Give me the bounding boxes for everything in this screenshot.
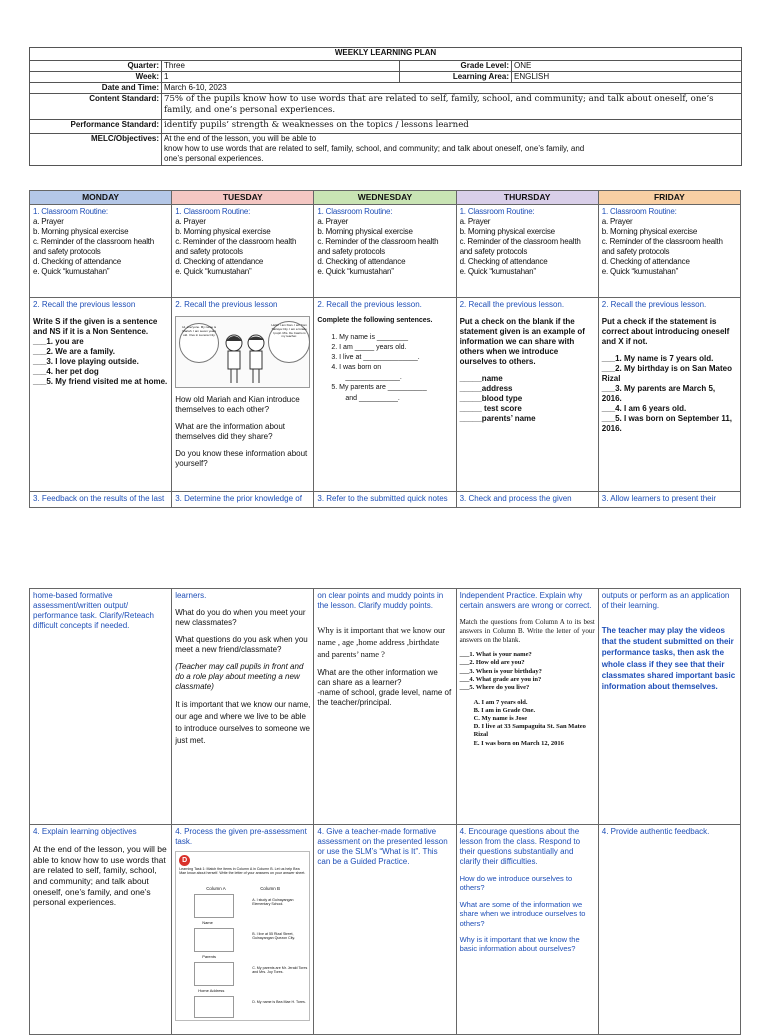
recall-item: ___3. I love playing outside. xyxy=(33,357,139,366)
step4-objective: At the end of the lesson, you will be able to know how to use words that are related to self, family, school, and community; and talk about oneself, one’s family, and one’s personal experiences. xyxy=(33,844,167,908)
recall-item: _____blood type xyxy=(459,394,523,403)
melc-line: know how to use words that are related to self, family, school, and community; and talk about oneself, one’s family, and xyxy=(164,144,585,153)
melc-objectives xyxy=(162,134,742,166)
routine-friday xyxy=(598,205,740,298)
recall-instruction: Complete the following sentences. xyxy=(317,317,433,324)
step3-cont-wednesday xyxy=(314,589,456,825)
routine-item: a. Prayer xyxy=(459,217,491,226)
routine-title: 1. Classroom Routine: xyxy=(459,207,535,216)
recall-item: _____name xyxy=(459,374,503,383)
routine-item: d. Checking of attendance xyxy=(175,257,264,266)
recall-item: and __________. xyxy=(345,394,400,402)
routine-item: b. Morning physical exercise xyxy=(459,227,555,236)
area-label: Learning Area: xyxy=(400,72,512,83)
recall-instruction: and NS if it is a Non Sentence. xyxy=(33,327,149,336)
recall-item: ___2. We are a family. xyxy=(33,347,115,356)
step3-continuation: home-based formative assessment/written output/ performance task. Clarify/Reteach difficult concepts if needed. xyxy=(33,591,154,630)
recall-instruction: Put a check on the blank if the statement given is an example of information we can share with others when we introduce ourselves to others. xyxy=(459,317,585,366)
school-picture xyxy=(194,996,234,1018)
step4-title: 4. Give a teacher-made formative assessment on the presented lesson or use the SLM’s “What is It”. This can be a Guided Practice. xyxy=(317,827,448,866)
matching-answer: E. I was born on March 12, 2016 xyxy=(473,739,564,747)
recall-item: _____parents’ name xyxy=(459,414,536,423)
recall-item: _____ test score xyxy=(459,404,522,413)
performance-standard: identify pupils’ strength & weaknesses on the topics / lessons learned xyxy=(162,120,742,134)
step4-title: 4. Provide authentic feedback. xyxy=(601,827,710,836)
area-value: ENGLISH xyxy=(512,72,742,83)
matching-question: ___3. When is your birthday? xyxy=(459,667,542,675)
routine-item: a. Prayer xyxy=(317,217,349,226)
kids-introduction-picture xyxy=(175,316,310,388)
routine-item: d. Checking of attendance xyxy=(317,257,406,266)
step3-thursday: 3. Check and process the given xyxy=(456,492,598,508)
step3-question: What do you do when you meet your new classmates? xyxy=(175,608,306,627)
step3-tuesday: 3. Determine the prior knowledge of xyxy=(172,492,314,508)
date-value: March 6-10, 2023 xyxy=(162,83,742,94)
recall-question: How old Mariah and Kian introduce themselves to each other? xyxy=(175,395,300,414)
routine-item: c. Reminder of the classroom health and safety protocols xyxy=(33,237,155,256)
recall-wednesday xyxy=(314,298,456,492)
routine-wednesday xyxy=(314,205,456,298)
recall-item: 1. My name is ________ xyxy=(331,333,409,341)
recall-thursday xyxy=(456,298,598,492)
routine-item: e. Quick “kumustahan” xyxy=(601,267,679,276)
header-table xyxy=(29,47,742,166)
routine-item: e. Quick “kumustahan” xyxy=(317,267,394,276)
column-b-item: D. My name is Bea Mae H. Tores. xyxy=(252,1000,306,1004)
recall-item: ___1. My name is 7 years old. xyxy=(601,354,714,363)
recall-item: _____address xyxy=(459,384,513,393)
step4-question: What are some of the information we share when we introduce ourselves to others? xyxy=(459,899,586,928)
step3-question: What are the other information we can share as a learner? xyxy=(317,667,438,687)
step3-continuation: Independent Practice. Explain why certain answers are wrong or correct. xyxy=(459,591,592,610)
recall-item: 3. I live at ______________. xyxy=(331,354,420,362)
step3-note: (Teacher may call pupils in front and do a role play about meeting a new classmate) xyxy=(175,662,304,691)
matching-answer: B. I am in Grade One. xyxy=(473,707,536,714)
step4-title: 4. Explain learning objectives xyxy=(33,827,137,836)
step3-continuation: learners. xyxy=(175,591,207,600)
recall-monday xyxy=(30,298,172,492)
routine-item: a. Prayer xyxy=(33,217,64,226)
week-value: 1 xyxy=(162,72,400,83)
column-b-item: B. I live at 55 Rizal Street, Guinayangan Quezon City. xyxy=(252,932,296,941)
student-picture xyxy=(194,894,234,918)
step3-cont-monday xyxy=(30,589,172,825)
recall-title: 2. Recall the previous lesson xyxy=(175,300,278,309)
recall-question: Do you know these information about yourself? xyxy=(175,449,308,468)
recall-item: 5. My parents are __________ xyxy=(331,384,427,392)
week-label: Week: xyxy=(30,72,162,83)
routine-title: 1. Classroom Routine: xyxy=(175,207,251,216)
recall-friday xyxy=(598,298,740,492)
column-a-label: Column A xyxy=(206,886,226,891)
column-b-item: A. I study at Guinayangan Elementary School. xyxy=(252,898,294,907)
recall-item: ___4. her pet dog xyxy=(33,367,99,376)
step4-title: 4. Encourage questions about the lesson from the class. Respond to their questions substantially and clarify their difficulties. xyxy=(459,827,581,866)
matching-answer: C. My name is Jose xyxy=(473,715,528,723)
routine-item: c. Reminder of the classroom health and safety protocols xyxy=(459,237,581,256)
week-grid-top xyxy=(29,190,741,508)
recall-title: 2. Recall the previous lesson xyxy=(33,300,136,309)
recall-item: ___4. I am 6 years old. xyxy=(601,404,687,413)
performance-standard-label: Performance Standard: xyxy=(30,120,162,134)
speech-bubble: Hello! I am Kian. I am from Sariaya City. I am a Grade I pupil. Mrs. De Castro is my teacher. xyxy=(268,321,310,363)
grade-label: Grade Level: xyxy=(400,61,512,72)
routine-item: c. Reminder of the classroom health and safety protocols xyxy=(175,237,297,256)
day-header-monday: MONDAY xyxy=(30,191,172,205)
recall-title: 2. Recall the previous lesson. xyxy=(601,300,707,309)
week-grid-bottom xyxy=(29,588,741,1035)
step4-monday xyxy=(30,825,172,1035)
routine-item: a. Prayer xyxy=(175,217,206,226)
step3-wednesday: 3. Refer to the submitted quick notes xyxy=(314,492,456,508)
column-a-item: Home Address xyxy=(198,988,225,993)
melc-line: one’s personal experiences. xyxy=(164,154,264,163)
recall-item: ___5. My friend visited me at home. xyxy=(33,377,168,386)
recall-item: 4. I was born on xyxy=(331,364,382,372)
badge-icon: D xyxy=(179,855,190,866)
routine-item: b. Morning physical exercise xyxy=(317,227,413,236)
pre-assessment-worksheet xyxy=(175,851,310,1021)
recall-item: ___5. I was born on September 11, 2016. xyxy=(601,414,733,433)
routine-monday xyxy=(30,205,172,298)
routine-item: b. Morning physical exercise xyxy=(175,227,271,236)
quarter-value: Three xyxy=(162,61,400,72)
routine-tuesday xyxy=(172,205,314,298)
step4-thursday xyxy=(456,825,598,1035)
routine-title: 1. Classroom Routine: xyxy=(33,207,108,216)
routine-item: b. Morning physical exercise xyxy=(601,227,698,236)
step4-title: 4. Process the given pre-assessment task. xyxy=(175,827,307,846)
recall-question: What are the information about themselves did they share? xyxy=(175,422,286,441)
step3-cont-friday xyxy=(598,589,740,825)
routine-thursday xyxy=(456,205,598,298)
matching-question: ___5. Where do you live? xyxy=(459,683,530,691)
recall-tuesday xyxy=(172,298,314,492)
routine-item: a. Prayer xyxy=(601,217,633,226)
parents-picture xyxy=(194,928,234,952)
column-b-item: C. My parents are Mr. Jerald Tores and Mrs. Joy Tores. xyxy=(252,966,308,975)
matching-instruction: Match the questions from Column A to its best answers in Column B. Write the letter of your answers on the blank. xyxy=(459,618,595,644)
recall-title: 2. Recall the previous lesson. xyxy=(317,300,422,309)
matching-answer: A. I am 7 years old. xyxy=(473,698,528,706)
day-header-wednesday: WEDNESDAY xyxy=(314,191,456,205)
day-header-friday: FRIDAY xyxy=(598,191,740,205)
content-standard-label: Content Standard: xyxy=(30,94,162,120)
date-label: Date and Time: xyxy=(30,83,162,94)
quarter-label: Quarter: xyxy=(30,61,162,72)
recall-title: 2. Recall the previous lesson. xyxy=(459,300,565,309)
routine-item: e. Quick “kumustahan” xyxy=(459,267,536,276)
step3-question: Why is it important that we know our name , age ,home address ,birthdate and parents’ name ? xyxy=(317,625,446,659)
content-standard: 75% of the pupils know how to use words that are related to self, family, school, and community; and talk about oneself, one’s family, and one’s personal experiences. xyxy=(162,94,742,120)
plan-title: WEEKLY LEARNING PLAN xyxy=(30,48,742,61)
routine-item: d. Checking of attendance xyxy=(33,257,121,266)
routine-title: 1. Classroom Routine: xyxy=(601,207,677,216)
step3-monday: 3. Feedback on the results of the last xyxy=(30,492,172,508)
step4-question: Why is it important that we know the basic information about ourselves? xyxy=(459,934,580,954)
routine-item: d. Checking of attendance xyxy=(601,257,690,266)
step4-wednesday xyxy=(314,825,456,1035)
day-header-tuesday: TUESDAY xyxy=(172,191,314,205)
house-picture xyxy=(194,962,234,986)
step3-question: What questions do you ask when you meet a new friend/classmate? xyxy=(175,635,308,654)
step4-question: How do we introduce ourselves to others? xyxy=(459,874,573,893)
step3-continuation: outputs or perform as an application of their learning. xyxy=(601,591,730,610)
step3-paragraph: It is important that we know our name, our age and where we live to be able to introduce ourselves to someone we just met. xyxy=(175,700,311,745)
recall-item: ___3. My parents are March 5, 2016. xyxy=(601,384,716,403)
routine-title: 1. Classroom Routine: xyxy=(317,207,393,216)
routine-item: c. Reminder of the classroom health and safety protocols xyxy=(601,237,723,256)
routine-item: e. Quick “kumustahan” xyxy=(33,267,110,276)
step4-friday xyxy=(598,825,740,1035)
matching-question: ___4. What grade are you in? xyxy=(459,675,542,683)
column-a-item: Name xyxy=(202,920,213,925)
recall-item: ___2. My birthday is on San Mateo Rizal xyxy=(601,364,733,383)
routine-item: c. Reminder of the classroom health and safety protocols xyxy=(317,237,439,256)
column-a-item: Parents xyxy=(202,954,216,959)
step3-cont-tuesday xyxy=(172,589,314,825)
routine-item: d. Checking of attendance xyxy=(459,257,548,266)
step4-tuesday xyxy=(172,825,314,1035)
step3-answer: -name of school, grade level, name of the teacher/principal. xyxy=(317,687,452,707)
melc-label: MELC/Objectives: xyxy=(30,134,162,166)
recall-item: ___1. you are xyxy=(33,337,84,346)
worksheet-task: Learning Task 1: Match the items in Column A in Column B. Let us help Bea Mae know about herself. Write the letter of your answers on your answer sheet. xyxy=(179,867,306,876)
melc-line: At the end of the lesson, you will be able to xyxy=(164,134,317,143)
recall-instruction: Write S if the given is a sentence xyxy=(33,317,158,326)
step3-paragraph: The teacher may play the videos that the student submitted on their performance tasks, then ask the whole class if they see that their classmates shared important basic information about themselves. xyxy=(601,626,736,691)
matching-question: ___2. How old are you? xyxy=(459,659,525,667)
step3-cont-thursday xyxy=(456,589,598,825)
recall-item: ______________. xyxy=(345,374,402,382)
routine-item: e. Quick “kumustahan” xyxy=(175,267,252,276)
recall-item: 2. I am _____ years old. xyxy=(331,343,407,351)
day-header-thursday: THURSDAY xyxy=(456,191,598,205)
column-b-label: Column B xyxy=(260,886,280,891)
routine-item: b. Morning physical exercise xyxy=(33,227,129,236)
step3-friday: 3. Allow learners to present their xyxy=(598,492,740,508)
recall-instruction: Put a check if the statement is correct about introducing oneself and X if not. xyxy=(601,317,730,346)
matching-answer: D. I live at 33 Sampaguita St. San Mateo Rizal xyxy=(473,723,586,739)
speech-bubble: Hi, everyone. My name is Mariah. I am seven years old. I live in Lucena City. xyxy=(179,323,219,363)
grade-value: ONE xyxy=(512,61,742,72)
matching-question: ___1. What is your name? xyxy=(459,651,532,659)
step3-continuation: on clear points and muddy points in the lesson. Clarify muddy points. xyxy=(317,591,444,610)
children-illustration xyxy=(220,331,270,387)
